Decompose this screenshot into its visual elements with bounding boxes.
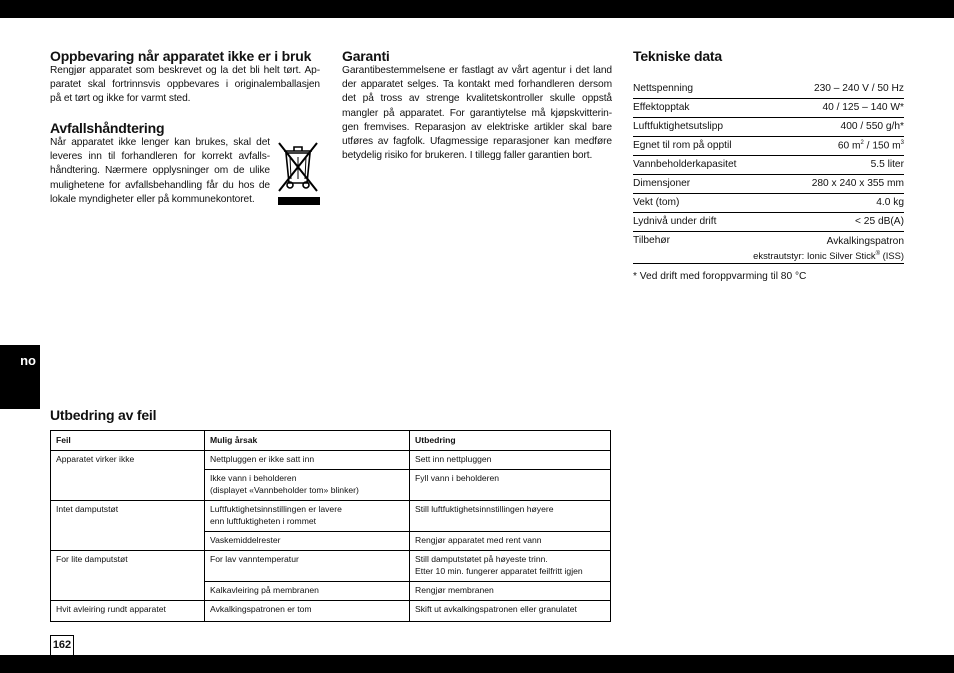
disposal-line: Når apparatet ikke lenger kan brukes, skal det — [50, 137, 270, 148]
tech-value: 230 – 240 V / 50 Hz — [813, 83, 904, 94]
disposal-line: lokale myndigheter eller på kommunekontoret. — [50, 193, 255, 205]
warranty-heading: Garanti — [342, 48, 390, 64]
tech-label: Luftfuktighetsutslipp — [633, 121, 724, 132]
cause-cell: Avkalkingspatronen er tom — [210, 604, 312, 614]
bottom-bar — [0, 655, 954, 673]
disposal-line: mulighetene for avfallsbehandling får du hos de — [50, 179, 270, 191]
fix-line: Still damputstøtet på høyeste trinn. — [415, 554, 548, 564]
disposal-heading: Avfallshåndtering — [50, 120, 165, 136]
storage-line: paratet skal fortrinnsvis oppbevares i originalemballasjen — [50, 79, 320, 91]
tech-value-part: 60 m — [837, 140, 861, 152]
fix-cell: Sett inn nettpluggen — [415, 454, 492, 464]
fix-cell: Skift ut avkalkingspatronen eller granulatet — [415, 604, 577, 614]
fix-cell: Rengjør apparatet med rent vann — [415, 535, 542, 545]
cause-cell: Kalkavleiring på membranen — [210, 585, 319, 595]
fix-cell — [415, 554, 610, 577]
header-cause: Mulig årsak — [210, 435, 258, 445]
tech-label: Lydnivå under drift — [633, 216, 717, 227]
tech-label: Effektopptak — [633, 102, 690, 113]
cause-cell: Vaskemiddelrester — [210, 535, 281, 545]
tech-data-table — [633, 80, 904, 282]
tech-label: Dimensjoner — [633, 178, 691, 189]
tech-value: < 25 dB(A) — [855, 216, 904, 227]
warranty-line: Garantibestemmelsene er fastlagt av vårt agentur i det land — [342, 65, 612, 76]
tech-value — [753, 235, 904, 262]
fault-cell: Intet damputstøt — [56, 504, 119, 514]
tech-footnote: * Ved drift med foroppvarming til 80 °C — [633, 271, 807, 282]
tech-value: 280 x 240 x 355 mm — [811, 178, 904, 189]
cause-line: Luftfuktighetsinnstillingen er lavere — [210, 504, 342, 514]
tech-value-part: (ISS) — [880, 250, 904, 262]
warranty-line: betydelig risiko for brukeren. I tillegg faller garantien bort. — [342, 150, 593, 162]
fix-line: Etter 10 min. fungerer apparatet feilfritt igjen — [415, 565, 583, 576]
tech-row — [633, 175, 904, 194]
cause-cell: Nettpluggen er ikke satt inn — [210, 454, 315, 464]
cause-line: Ikke vann i beholderen — [210, 473, 297, 483]
cause-cell — [210, 473, 410, 496]
tech-label: Egnet til rom på opptil — [633, 140, 732, 151]
tech-value: 4.0 kg — [876, 197, 904, 208]
warranty-section — [342, 48, 612, 163]
troubleshooting-table — [50, 430, 611, 622]
cause-line: enn luftfuktigheten i rommet — [210, 515, 317, 526]
tech-value-sup: 2 — [860, 140, 864, 146]
tech-label: Vekt (tom) — [633, 197, 680, 208]
warranty-line: mangler på apparatet. For garantiytelse må kjøpskvitterin- — [342, 107, 612, 119]
row-divider — [51, 550, 610, 551]
tech-row — [633, 80, 904, 99]
storage-line: Rengjør apparatet som beskrevet og la det bli helt tørt. Ap- — [50, 65, 320, 76]
header-fix: Utbedring — [415, 435, 456, 445]
tech-row — [633, 99, 904, 118]
page-number: 162 — [50, 635, 74, 655]
tech-value-sup: 3 — [900, 140, 904, 146]
tech-value: 400 / 550 g/h* — [840, 121, 904, 132]
cause-line: (displayet «Vannbeholder tom» blinker) — [210, 484, 359, 495]
tech-value-part: / 150 m — [863, 140, 901, 152]
top-bar — [0, 0, 954, 18]
disposal-line: leveres inn til forhandleren for korrekt avfalls- — [50, 151, 270, 163]
fault-cell: Hvit avleiring rundt apparatet — [56, 604, 166, 614]
fault-cell: For lite damputstøt — [56, 554, 128, 564]
tech-value-part: ekstrautstyr: Ionic Silver Stick — [753, 250, 876, 262]
row-divider — [204, 469, 610, 470]
tech-value-line — [753, 248, 904, 262]
row-divider — [51, 600, 610, 601]
warranty-line: utføres av fagfolk. Ufagmessige reparasjoner kan medføre — [342, 136, 612, 148]
tech-row — [633, 194, 904, 213]
warranty-line: det på tross av strenge kvalitetskontroller skulle oppstå — [342, 93, 612, 105]
tech-row — [633, 156, 904, 175]
storage-text — [50, 64, 320, 107]
cause-cell — [210, 504, 410, 527]
crossed-out-wheelie-bin-icon — [274, 137, 322, 207]
disposal-line: håndtering. Nærmere opplysninger om de ulike — [50, 165, 270, 177]
warranty-line: der apparatet selges. Ta kontakt med forhandleren dersom — [342, 79, 612, 91]
fault-cell: Apparatet virker ikke — [56, 454, 135, 464]
header-fault: Feil — [56, 435, 71, 445]
tech-row — [633, 137, 904, 156]
disposal-section — [50, 120, 270, 207]
cause-cell: For lav vanntemperatur — [210, 554, 299, 564]
fix-cell: Still luftfuktighetsinnstillingen høyere — [415, 504, 554, 514]
disposal-text — [50, 136, 270, 207]
tech-row — [633, 213, 904, 232]
tech-label: Tilbehør — [633, 235, 670, 246]
tech-heading: Tekniske data — [633, 48, 722, 64]
tech-value: 40 / 125 – 140 W* — [822, 102, 904, 113]
warranty-text — [342, 64, 612, 163]
fix-cell: Rengjør membranen — [415, 585, 494, 595]
storage-line: på et tørt og ikke for varmt sted. — [50, 93, 191, 105]
warranty-line: gen fremvises. Reparasjon av elektriske artikler skal bare — [342, 121, 612, 133]
tech-value-line: Avkalkingspatron — [826, 236, 904, 247]
language-tab: no — [0, 345, 40, 409]
tech-label: Nettspenning — [633, 83, 694, 94]
row-divider — [51, 450, 610, 451]
storage-heading: Oppbevaring når apparatet ikke er i bruk — [50, 48, 312, 64]
tech-label: Vannbeholderkapasitet — [633, 159, 737, 170]
row-divider — [51, 500, 610, 501]
row-divider — [204, 531, 610, 532]
tech-value — [838, 140, 904, 151]
tech-row — [633, 232, 904, 264]
tech-row — [633, 118, 904, 137]
fix-cell: Fyll vann i beholderen — [415, 473, 500, 483]
troubleshooting-heading: Utbedring av feil — [50, 407, 157, 423]
storage-section — [50, 48, 320, 107]
tech-value: 5.5 liter — [870, 159, 904, 170]
row-divider — [204, 581, 610, 582]
tech-value-sup: ® — [875, 251, 881, 257]
